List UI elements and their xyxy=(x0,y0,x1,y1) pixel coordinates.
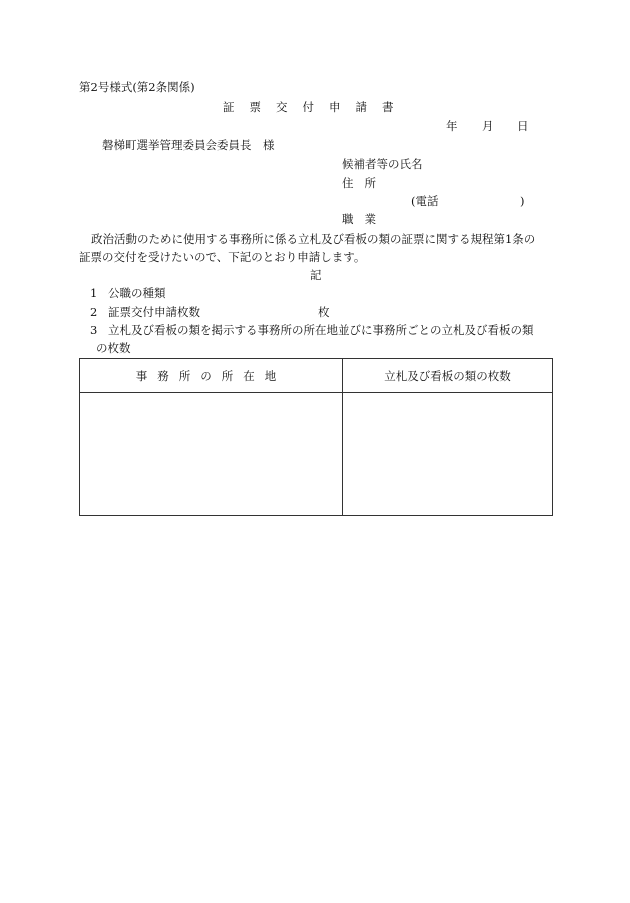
phone-close: ) xyxy=(520,194,525,208)
candidate-name-label: 候補者等の氏名 xyxy=(342,157,423,171)
item-3-text: 立札及び看板の類を掲示する事務所の所在地並びに事務所ごとの立札及び看板の類 xyxy=(108,323,534,337)
date-year: 年 xyxy=(446,119,458,133)
occupation-label: 職業 xyxy=(342,212,387,226)
body-line-2: 証票の交付を受けたいので、下記のとおり申請します。 xyxy=(79,250,366,264)
addressee: 磐梯町選挙管理委員会委員長 様 xyxy=(102,138,275,152)
item-1-num: 1 xyxy=(90,286,98,300)
item-2-text: 証票交付申請枚数 xyxy=(108,305,200,319)
header-sign-count: 立札及び看板の類の枚数 xyxy=(343,359,553,393)
cell-office-location[interactable] xyxy=(80,393,343,516)
form-number: 第2号様式(第2条関係) xyxy=(79,80,195,94)
item-3-text-cont: の枚数 xyxy=(96,341,131,355)
phone-open: (電話 xyxy=(411,194,439,208)
cell-sign-count[interactable] xyxy=(343,393,553,516)
date-day: 日 xyxy=(517,119,529,133)
item-1-text: 公職の種類 xyxy=(108,286,166,300)
body-line-1: 政治活動のために使用する事務所に係る立札及び看板の類の証票に関する規程第1条の xyxy=(91,232,536,246)
office-table xyxy=(79,358,553,516)
form-title: 証票交付申請書 xyxy=(223,100,409,114)
address-label: 住所 xyxy=(342,176,387,190)
header-office-location: 事務所の所在地 xyxy=(80,359,343,393)
table-row xyxy=(80,393,553,516)
item-2-unit: 枚 xyxy=(318,305,330,319)
date-month: 月 xyxy=(482,119,494,133)
table-header-row xyxy=(80,359,553,393)
item-3-num: 3 xyxy=(90,323,98,337)
item-2-num: 2 xyxy=(90,305,98,319)
ki-heading: 記 xyxy=(310,268,322,282)
